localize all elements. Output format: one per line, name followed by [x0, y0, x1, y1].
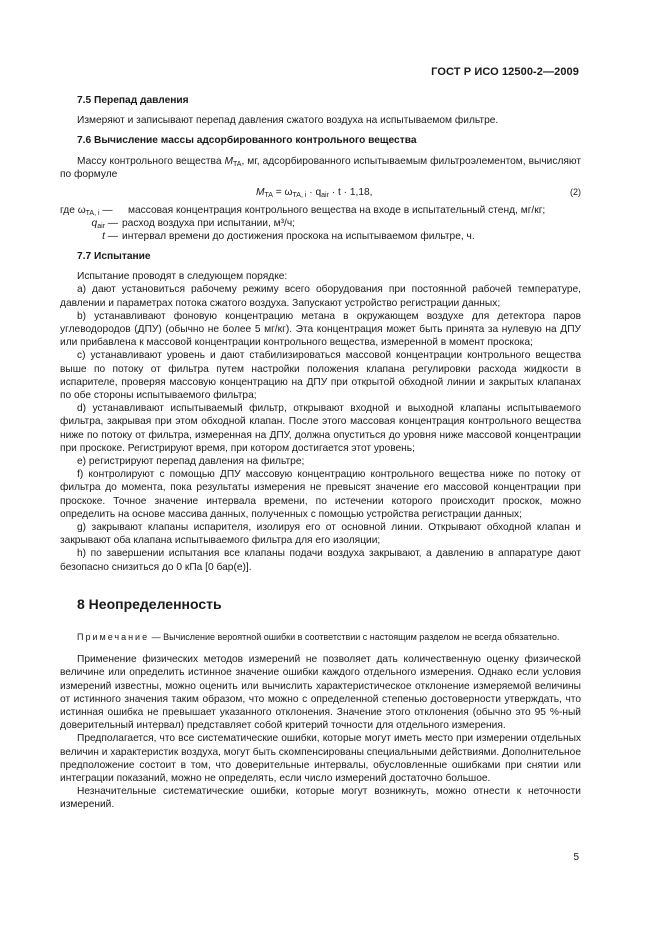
legend-row: [60, 217, 581, 230]
page-content: [60, 94, 581, 812]
paragraph: Предполагается, что все систематические ошибки, которые могут иметь место при измерении отдельных величин и характеристик воздуха, могут быть скомпенсированы специальными действиями. Дополнительное предположение состоит в том, что доверительные интервалы, обусловленные ошибками при снятии или интеграции показаний, можно не определять, если число измерений достаточно большое.: [60, 733, 581, 784]
section-7-6-heading: 7.6 Вычисление массы адсорбированного контрольного вещества: [77, 135, 417, 147]
document-id: ГОСТ Р ИСО 12500-2—2009: [431, 66, 579, 78]
list-item: c) устанавливают уровень и дают стабилизироваться массовой концентрации контрольного вещества выше по потоку от фильтра путем настройки положения клапана регулировки расхода жидкости в испарителе, проверяя массовую концентрацию на ДПУ при открытой обходной линии и закрытых клапанах по обе стороны испытываемого фильтра;: [60, 350, 581, 402]
formula-number: (2): [570, 187, 581, 198]
legend-symbol: t —: [102, 231, 118, 243]
legend-text: массовая концентрация контрольного вещества на входе в испытательный стенд, мг/кг;: [128, 205, 546, 217]
section-7-5-heading: 7.5 Перепад давления: [77, 95, 189, 106]
legend-row: [60, 230, 581, 243]
section-7-7-intro: Испытание проводят в следующем порядке:: [77, 271, 288, 283]
list-item: a) дают установиться рабочему режиму всего оборудования при постоянной рабочей температуре, давлении и параметрах потока сжатого воздуха. Запускают устройство регистрации данных;: [60, 284, 581, 309]
legend-symbol: где $\omega_{TA, i}$ —: [60, 205, 113, 218]
paragraph: Незначительные систематические ошибки, которые могут возникнуть, можно отнести к неточности измерений.: [60, 786, 581, 811]
legend-row: [60, 204, 581, 217]
section-8-heading: 8 Неопределенность: [77, 595, 222, 612]
list-item: b) устанавливают фоновую концентрацию метана в окружающем воздухе для детектора паров углеводородов (ДПУ) (обычно не более 5 мг/кг). Эта концентрация может быть принята за нулевую на ДПУ или прибавлена к массовой концентрации контрольного вещества, измеренной в момент проскока;: [60, 310, 581, 349]
section-7-6-intro: Массу контрольного вещества $M_{TA}$, мг, адсорбированного испытываемым фильтроэлементом, вычисляют по формуле: [60, 155, 581, 180]
note-text: — Вычисление вероятной ошибки в соответствии с настоящим разделом не всегда обязательно.: [149, 632, 560, 643]
list-item: h) по завершении испытания все клапаны подачи воздуха закрывают, а давлению в аппаратуре дают безопасно снизиться до 0 кПа [0 бар(e)].: [60, 548, 581, 573]
note: [60, 631, 581, 643]
note-label: Примечание: [77, 632, 150, 643]
list-item: g) закрывают клапаны испарителя, изолируя его от основной линии. Открывают обходной клапан и закрывают оба клапана испытываемого фильтра для его изоляции;: [60, 522, 581, 547]
legend-text: интервал времени до достижения проскока на испытываемом фильтре, ч.: [122, 231, 475, 243]
section-7-7-heading: 7.7 Испытание: [77, 251, 151, 263]
formula-expression: $M_{TA} = \omega_{TA, i} \cdot q_{air} \cdot t \cdot 1,18$,: [256, 187, 373, 200]
section-7-5-text: Измеряют и записывают перепад давления сжатого воздуха на испытываемом фильтре.: [77, 115, 499, 127]
formula-2: [60, 184, 581, 202]
page-number: 5: [573, 852, 579, 863]
paragraph: Применение физических методов измерений не позволяет дать количественную оценку физической величине или определить истинное значение ошибки каждого отдельного измерения. Однако если условия измерений известны, можно оценить или вычислить характеристическое отклонение измеряемой величины от истинного значения таким образом, что можно с определенной степенью достоверности утверждать, что истинная ошибка не превышает указанного отклонения. Значение этого отклонения (обычно это 95 %-ный доверительный интервал) представляет собой критерий точности для отдельного измерения.: [60, 654, 581, 732]
list-item: f) контролируют с помощью ДПУ массовую концентрацию контрольного вещества ниже по потоку от фильтра до момента, пока результаты измерения не превысят значение его массовой концентрации при проскоке. Точное значение интервала времени, по истечении которого происходит проскок, можно определить на основе массива данных, полученных с помощью устройства регистрации данных;: [60, 469, 581, 520]
legend-symbol: $q_{air}$ —: [91, 218, 118, 231]
list-item: e) регистрируют перепад давления на фильтре;: [77, 456, 305, 468]
legend-text: расход воздуха при испытании, м³/ч;: [122, 218, 296, 230]
list-item: d) устанавливают испытываемый фильтр, открывают входной и выходной клапаны испытываемого фильтра, закрывая при этом обходной клапан. После этого массовая концентрация контрольного вещества ниже по потоку от фильтра, измеренная на ДПУ, должна опуститься до уровня ниже массовой концентрации при проскоке. Регистрируют время, при котором достигается этот уровень;: [60, 403, 581, 454]
formula-legend: [60, 204, 581, 243]
